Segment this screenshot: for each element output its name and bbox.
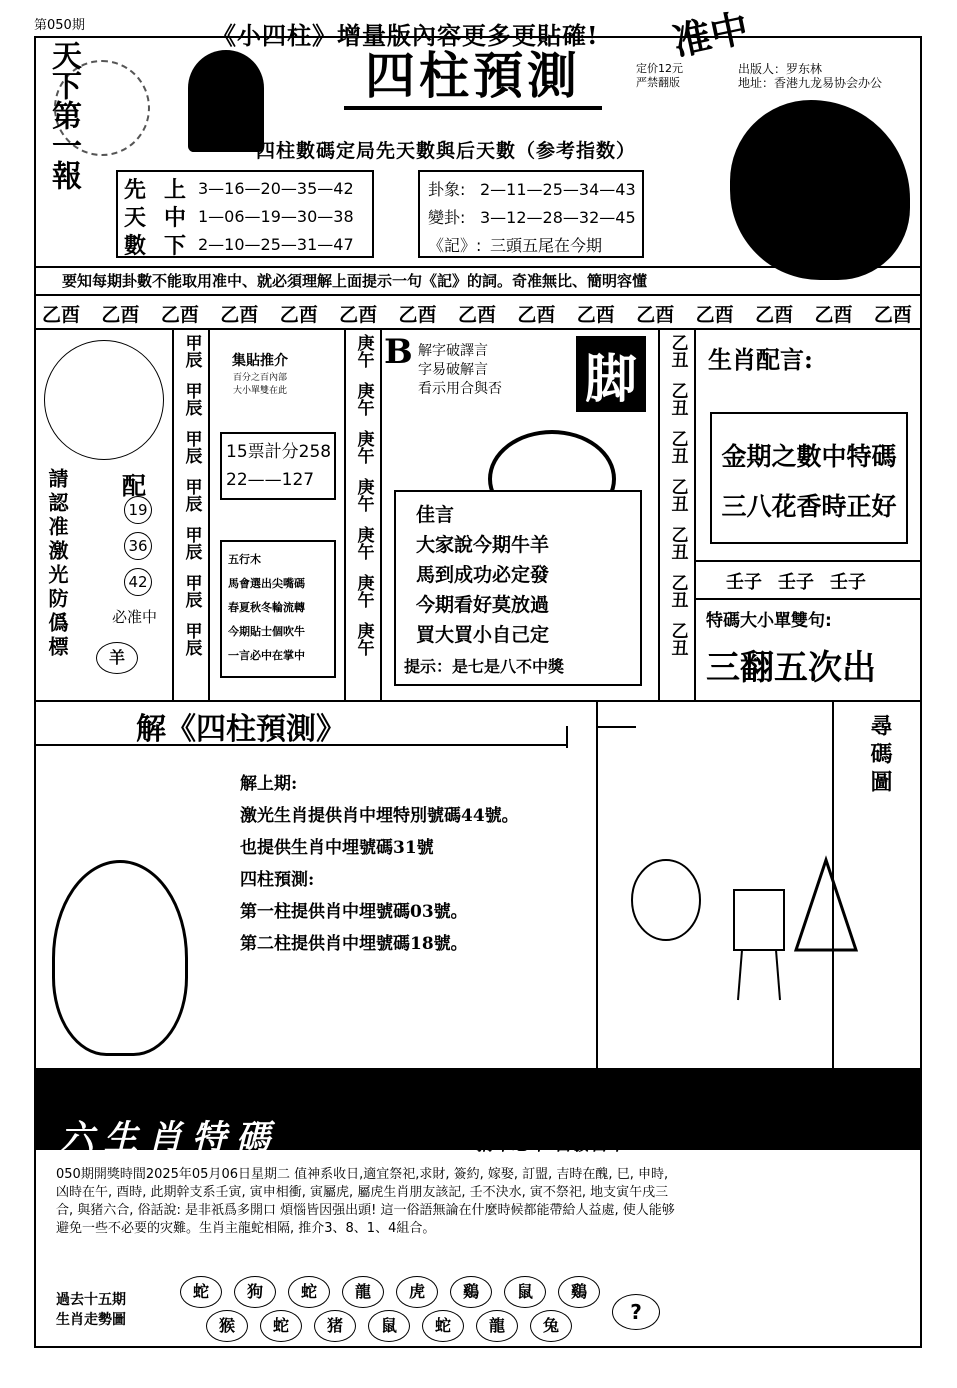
jiachen-column [176,334,206,656]
divider [34,744,566,746]
renzi-cell: 壬子 [778,572,814,593]
verify-text: 請認准激光防僞標 [45,468,69,660]
ganzhi-cell: 乙酉 [755,304,794,326]
zhunzhong-stamp: 准中 [668,4,753,65]
trend-zodiac: 龍 [476,1310,518,1342]
yichou-cell: 乙丑 [667,574,688,608]
trend-zodiac: 鷄 [558,1276,600,1308]
ganzhi-cell: 乙酉 [636,304,675,326]
trend-zodiac: 兔 [530,1310,572,1342]
jiachen-cell: 甲辰 [181,334,202,368]
jiachen-cell: 甲辰 [181,478,202,512]
jitie-line: 大小單雙在此 [232,386,287,396]
xiantian-pos: 中 [164,204,187,231]
divider [34,294,922,296]
xiantian-label: 先 [124,176,147,203]
jiayan-line: 今期看好莫放過 [416,594,550,616]
xiantian-row [124,202,354,230]
ganzhi-cell: 乙酉 [814,304,853,326]
jiayan-box [394,490,642,686]
pei-numbers [124,496,152,596]
wuxing-line: 馬會選出尖嘴碼 [228,577,305,590]
address-label: 地址：香港九龙易协会办公 [738,76,883,90]
divider [34,700,922,702]
divider [596,726,636,728]
renzi-cell: 壬子 [726,572,762,593]
yichou-cell: 乙丑 [667,430,688,464]
xiantian-row [124,230,354,258]
gua-nums: 三頭五尾在今期 [490,236,603,255]
must-label: 必准中 [112,608,158,626]
ganzhi-cell: 乙酉 [576,304,615,326]
ganzhi-cell: 乙酉 [873,304,912,326]
trend-next [612,1294,660,1330]
trend-zodiac: 鷄 [450,1276,492,1308]
yichou-cell: 乙丑 [667,478,688,512]
ganzhi-cell: 乙酉 [457,304,496,326]
shengxiao-line: 金期之數中特碼 [721,442,897,471]
xiantian-row [124,174,354,202]
renzi-row [726,568,866,594]
ganzhi-cell: 乙酉 [42,304,81,326]
score-lines [222,434,334,494]
jitie-block [232,350,288,396]
gua-row [428,176,636,204]
gua-box [418,170,644,258]
xiantian-nums: 3—16—20—35—42 [198,178,354,198]
jiao-char: 脚 [584,348,637,410]
calligraphy: 六生肖特碼 [60,1118,280,1158]
divider [596,700,598,1068]
wuxing-title: 五行木 [228,553,261,566]
pei-label: 配 [122,471,146,500]
jie-line: 也提供生肖中埋號碼31號 [240,838,434,858]
gua-row [428,204,636,232]
trend-zodiac: 蛇 [260,1310,302,1342]
shengxiao-box [710,412,908,544]
b-line: 解字破譯言 [418,343,488,359]
shengxiao-title: 生肖配言: [708,345,813,374]
xunma-label: 尋碼圖 [867,714,893,798]
no-copy-label: 严禁翻版 [636,76,680,89]
jiao-badge [576,336,646,412]
divider [34,266,922,268]
xiantian-rows [124,174,354,258]
bottom-slogan: 猜中必中 百發百中 [476,1134,627,1155]
trend-zodiac: 虎 [396,1276,438,1308]
trend-zodiac: 狗 [234,1276,276,1308]
xiantian-pos: 下 [164,232,187,259]
trend-zodiac: 猴 [206,1310,248,1342]
past-label: 生肖走勢圖 [56,1312,126,1328]
pei-number: 36 [124,532,152,560]
jiayan-title: 佳言 [416,504,455,526]
divider [694,560,922,562]
jiayan-line: 馬到成功必定發 [416,564,550,586]
gengwu-column [348,334,378,656]
ganzhi-cell: 乙酉 [220,304,259,326]
notice: 要知每期卦數不能取用准中、就必須理解上面提示一句《記》的詞。奇准無比、簡明容懂 [62,272,648,290]
divider [566,726,568,748]
xiantian-label: 數 [124,232,147,259]
divider [172,328,174,700]
jie-lines [240,768,519,960]
trend-zodiac: 猪 [314,1310,356,1342]
ganzhi-cell: 乙酉 [279,304,318,326]
wuxing-line: 一言必中在掌中 [228,649,305,662]
jiayan-line: 買大買小自己定 [416,624,550,646]
jie-title: 解《四柱預測》 [136,712,346,747]
divider [208,328,210,700]
pei-number: 42 [124,568,152,596]
gua-rows [428,176,636,260]
jiayan-tip: 提示：是七是八不中獎 [404,657,565,676]
jie-line: 四柱預測: [240,870,315,890]
jiachen-cell: 甲辰 [181,430,202,464]
renzi-cell: 壬子 [830,572,866,593]
gengwu-cell: 庚午 [353,430,374,464]
jiayan-line: 大家說今期牛羊 [416,534,550,556]
zodiac-sheep: 羊 [96,642,138,674]
ganzhi-cell: 乙酉 [695,304,734,326]
trend-zodiac: 龍 [342,1276,384,1308]
gua-row [428,232,636,260]
trend-row-bottom [206,1310,572,1342]
pei-number: 19 [124,496,152,524]
yichou-column [662,334,692,656]
issue-label: 第050期 [34,18,85,33]
ganzhi-cell: 乙酉 [101,304,140,326]
b-lines [418,342,502,399]
shengxiao-lines [712,414,906,532]
ganzhi-cell: 乙酉 [517,304,556,326]
gengwu-cell: 庚午 [353,622,374,656]
gengwu-cell: 庚午 [353,478,374,512]
jie-line: 第一柱提供肖中埋號碼03號。 [240,902,468,922]
publisher-block [738,62,882,90]
gengwu-cell: 庚午 [353,526,374,560]
xiantian-box [116,170,374,258]
yichou-cell: 乙丑 [667,622,688,656]
portrait-image [188,50,264,152]
divider [344,328,346,700]
yichou-cell: 乙丑 [667,382,688,416]
trend-zodiac: 鼠 [504,1276,546,1308]
wuxing-line: 今期貼士個吹牛 [228,625,305,638]
jie-line: 解上期: [240,774,298,794]
gengwu-cell: 庚午 [353,382,374,416]
title-box [344,46,602,110]
jie-line: 激光生肖提供肖中埋特別號碼44號。 [240,806,519,826]
jitie-line: 百分之百內部 [232,373,287,383]
jiachen-cell: 甲辰 [181,526,202,560]
yichou-cell: 乙丑 [667,526,688,560]
banner: 《小四柱》增量版內容更多更貼確! [212,21,599,50]
wuxing-box [220,540,336,678]
divider [34,328,922,330]
jitie-title: 集貼推介 [232,353,288,369]
ox-emblem [44,340,164,460]
gua-nums: 3—12—28—32—45 [480,208,636,227]
xiantian-label: 天 [124,204,147,231]
past-label: 過去十五期 [56,1292,126,1308]
gua-nums: 2—11—25—34—43 [480,180,636,199]
xiantian-nums: 1—06—19—30—38 [198,206,354,226]
gengwu-cell: 庚午 [353,334,374,368]
gua-label: 卦象: [428,180,466,199]
gua-label: 《記》: [428,236,482,255]
zodiac-badge [96,642,138,674]
cartoon-image [52,860,188,1056]
divider [380,328,382,700]
score-line: 15票計分258 [226,442,332,462]
trend-zodiac: 鼠 [368,1310,410,1342]
trend-zodiac: 蛇 [288,1276,330,1308]
xiantian-pos: 上 [164,176,187,203]
divider [658,328,660,700]
subtitle: 四柱數碼定局先天數與后天數（参考指数） [256,140,637,162]
ganzhi-top-row [42,300,912,327]
page-title: 四柱預測 [365,46,581,105]
b-letter: B [384,332,413,372]
trend-zodiac: 蛇 [422,1310,464,1342]
jiachen-cell: 甲辰 [181,574,202,608]
ganzhi-cell: 乙酉 [339,304,378,326]
jiachen-cell: 甲辰 [181,382,202,416]
trend-zodiac: 蛇 [180,1276,222,1308]
price-label: 定价12元 [636,62,683,75]
b-line: 字易破解言 [418,362,488,378]
publisher-label: 出版人：罗东林 [738,62,823,76]
divider [694,328,696,700]
jiachen-cell: 甲辰 [181,622,202,656]
shengxiao-line: 三八花香時正好 [721,492,897,521]
score-line: 22——127 [226,470,315,490]
gua-label: 變卦: [428,208,466,227]
ganzhi-cell: 乙酉 [398,304,437,326]
ganzhi-cell: 乙酉 [160,304,199,326]
jie-line: 第二柱提供肖中埋號碼18號。 [240,934,468,954]
trend-next-zodiac: ? [612,1294,660,1330]
trend-row-top [180,1276,600,1308]
price-block [636,62,683,90]
gengwu-cell: 庚午 [353,574,374,608]
yichou-cell: 乙丑 [667,334,688,368]
b-line: 看示用合與否 [418,381,502,397]
bottom-paragraph: 050期開獎時間2025年05月06日星期二 值神系收日,適宜祭祀,求財, 簽約, 嫁娶, 訂盟, 吉時在醜, 巳, 申時, 凶時在午, 酉時, 此期幹支系壬寅, 寅申相衝, 寅屬虎, 屬虎生肖朋友該記, 壬不決水, 寅不祭祀, 地支寅午戌三合, 與猪六合, 俗話說: 是非祇爲多開口 煩惱皆因强出頭! 這一俗語無論在什麼時候都能帶給人益處, 使人能够避免一些不必要的灾難。生肖主龍蛇相隔, 推介3、8、1、4組合。 [56,1167,675,1236]
daxiao-title: 特碼大小單雙句: [706,611,832,631]
stamp-side-text: 天下第一報 [46,40,81,190]
jiayan-lines [396,492,640,650]
past-labels [56,1290,126,1330]
score-box [220,432,336,500]
wuxing-lines [222,542,334,668]
divider [694,598,922,600]
daxiao-answer: 三翻五次出 [706,648,876,688]
xunma-image [626,840,866,1010]
wuxing-line: 春夏秋冬輪流轉 [228,601,305,614]
xiantian-nums: 2—10—25—31—47 [198,234,354,254]
